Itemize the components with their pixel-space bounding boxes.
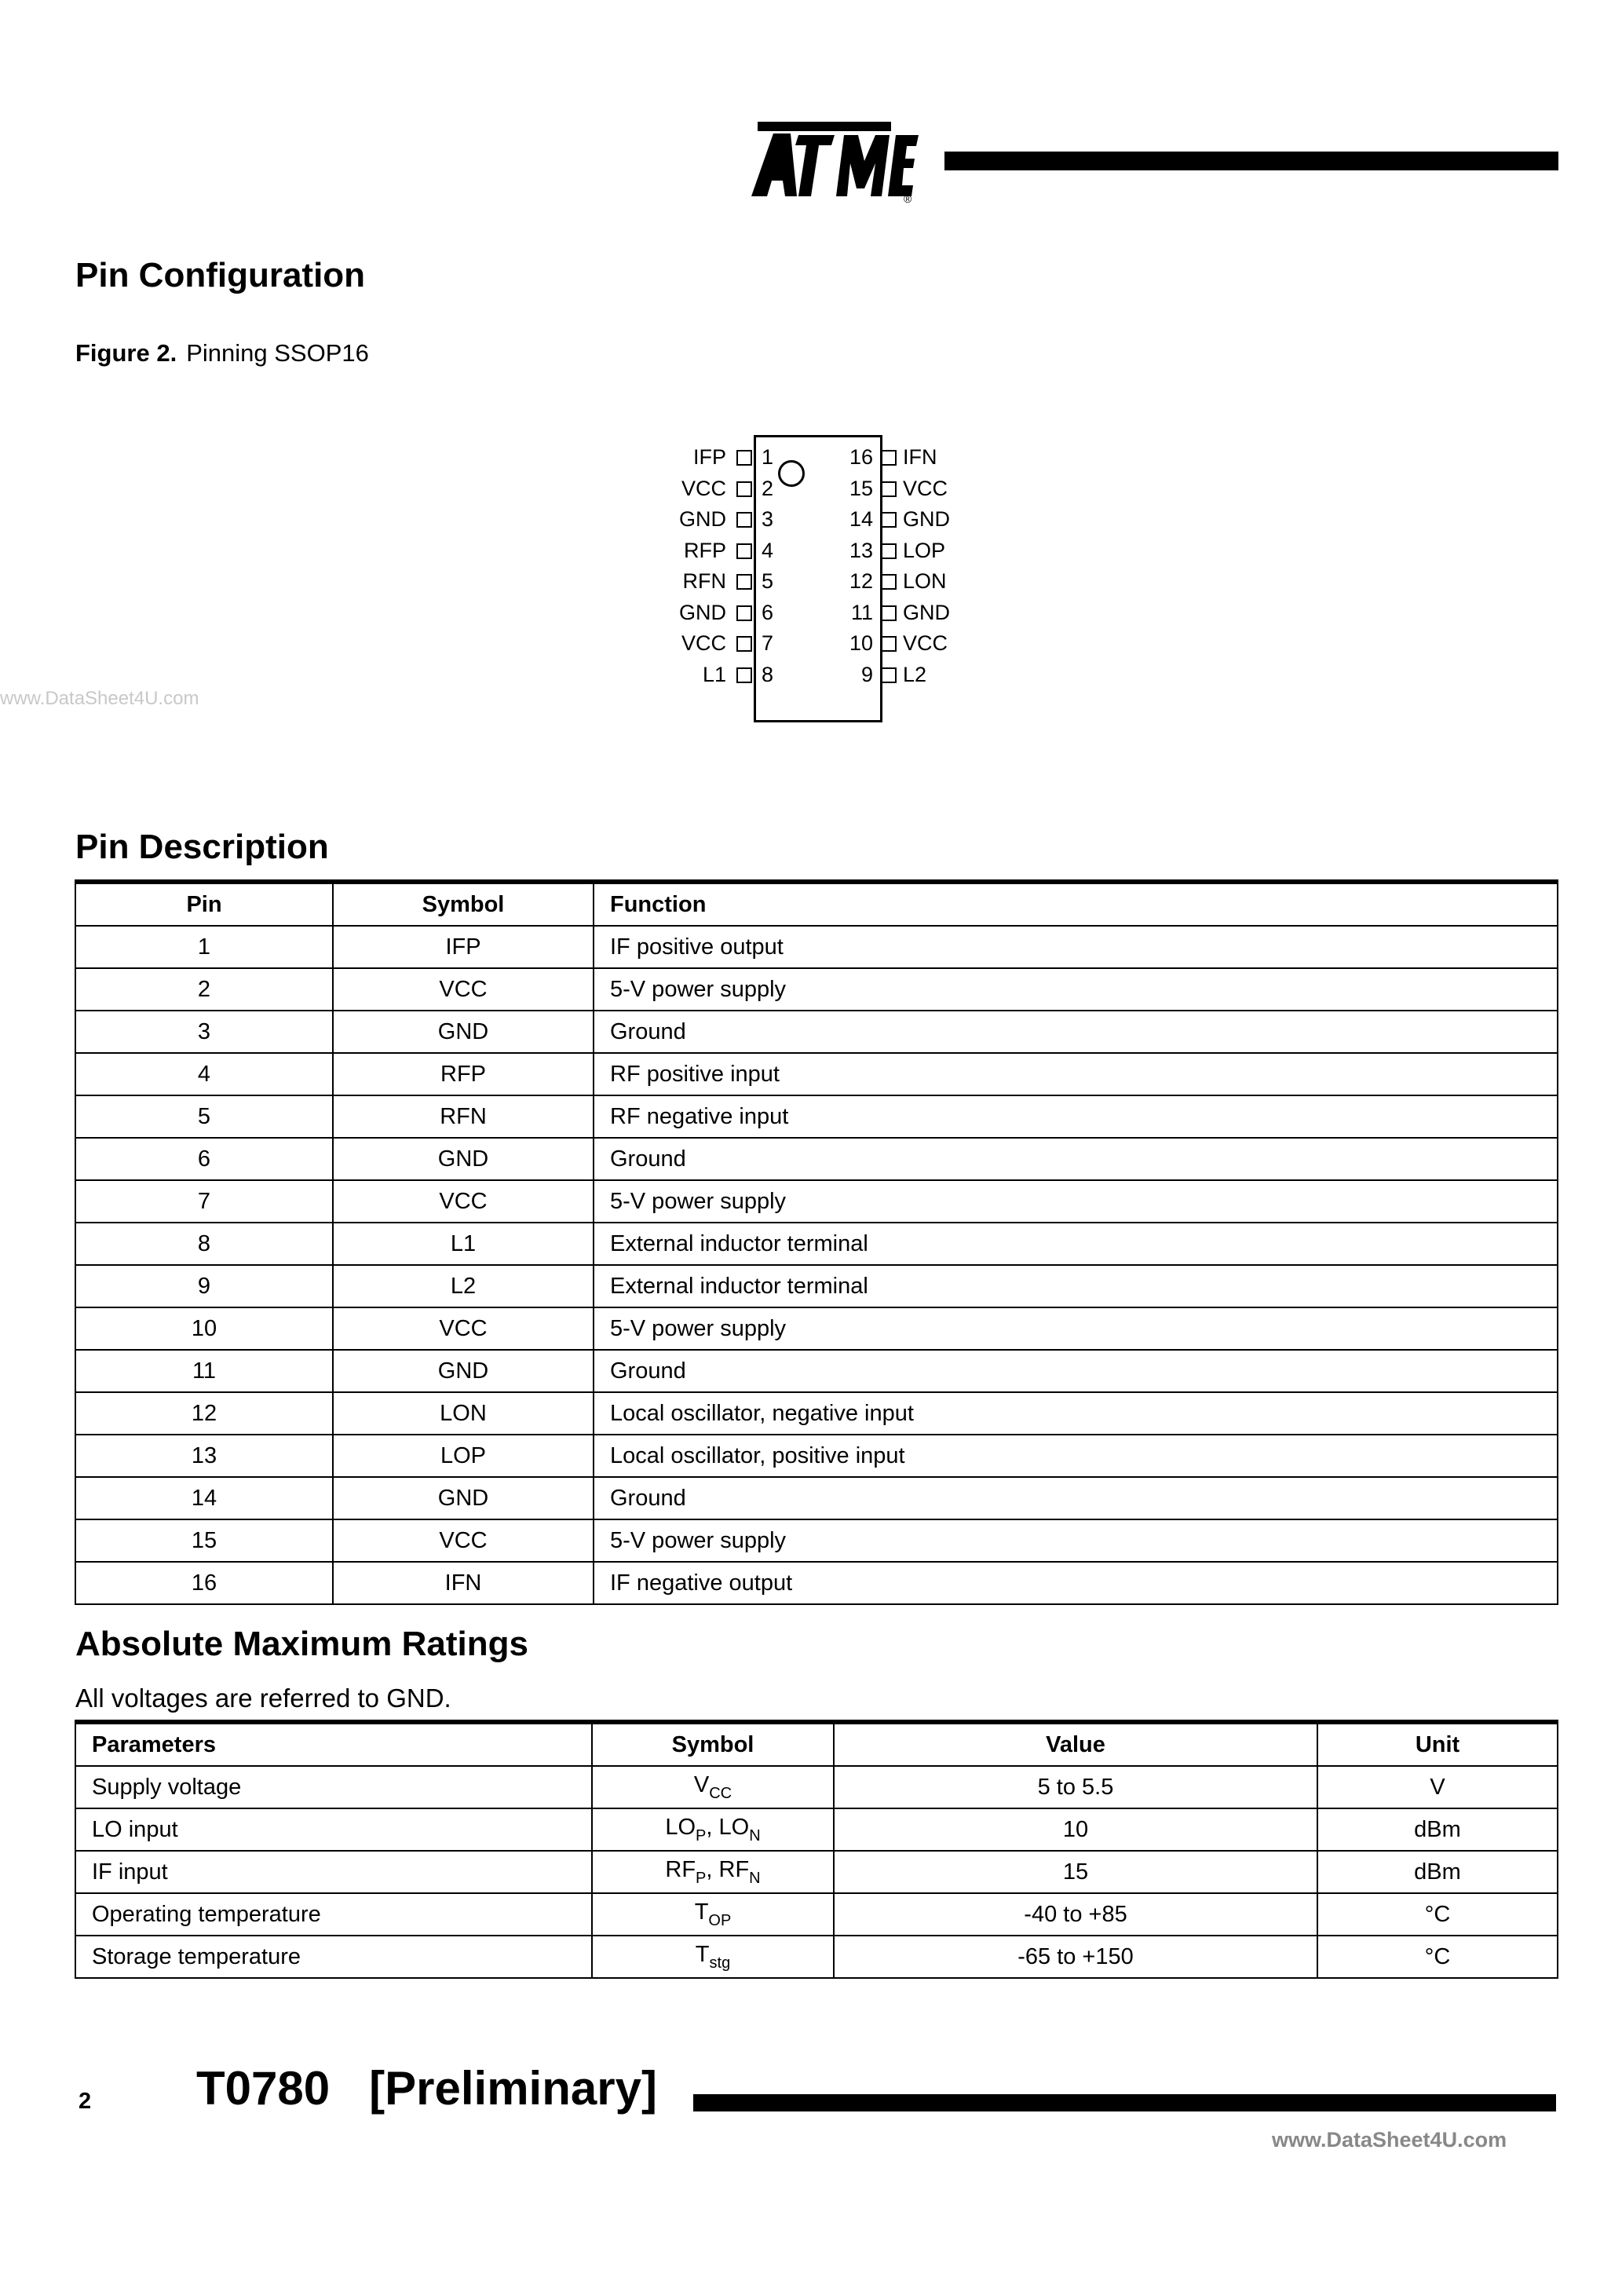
- cell-function: Ground: [594, 1477, 1558, 1519]
- table-row: [75, 1477, 1558, 1519]
- cell-function: Ground: [594, 1011, 1558, 1053]
- pin-number-right: 12: [849, 569, 873, 593]
- cell-pin: 3: [75, 1011, 333, 1053]
- cell-symbol: [592, 1808, 834, 1851]
- atmel-logo: [750, 118, 922, 204]
- header-symbol: Symbol: [592, 1722, 834, 1766]
- cell-parameter: Supply voltage: [75, 1766, 592, 1808]
- pin-name-right: LON: [903, 569, 947, 593]
- figure-label: Figure 2.: [75, 339, 177, 367]
- cell-unit: dBm: [1317, 1808, 1558, 1851]
- symbol-subscript: N: [749, 1869, 761, 1887]
- pin-number-left: 7: [762, 631, 774, 655]
- symbol-text: , RF: [706, 1856, 750, 1882]
- page-number: 2: [79, 2089, 92, 2114]
- cell-pin: 12: [75, 1392, 333, 1435]
- pin-name-right: GND: [903, 507, 950, 531]
- cell-pin: 1: [75, 926, 333, 968]
- cell-parameter: IF input: [75, 1851, 592, 1893]
- cell-symbol: GND: [333, 1138, 594, 1180]
- table-row: [75, 1851, 1558, 1893]
- section-title-pin-description: Pin Description: [75, 828, 329, 866]
- header-value: Value: [834, 1722, 1317, 1766]
- pin-number-right: 14: [849, 507, 873, 531]
- table-row: [75, 1893, 1558, 1936]
- cell-pin: 10: [75, 1307, 333, 1350]
- cell-function: 5-V power supply: [594, 1307, 1558, 1350]
- pin-pad-right: [881, 574, 897, 590]
- pin-name-left: RFP: [684, 538, 726, 562]
- ic-package-diagram: [659, 432, 974, 730]
- table-row: [75, 1265, 1558, 1307]
- symbol-text: T: [694, 1899, 709, 1925]
- cell-symbol: VCC: [333, 968, 594, 1011]
- pin-pad-right: [881, 636, 897, 652]
- cell-symbol: IFP: [333, 926, 594, 968]
- cell-symbol: L1: [333, 1223, 594, 1265]
- header-rule: [944, 152, 1558, 170]
- pin-description-table: [75, 879, 1558, 1605]
- pin-name-right: LOP: [903, 538, 946, 562]
- cell-pin: 8: [75, 1223, 333, 1265]
- cell-unit: dBm: [1317, 1851, 1558, 1893]
- pin-pad-left: [736, 543, 752, 559]
- cell-function: RF positive input: [594, 1053, 1558, 1095]
- pin-pad-right: [881, 605, 897, 621]
- cell-value: 5 to 5.5: [834, 1766, 1317, 1808]
- pin-pad-right: [881, 667, 897, 683]
- table-row: [75, 1350, 1558, 1392]
- cell-value: 10: [834, 1808, 1317, 1851]
- pin-name-left: VCC: [681, 631, 726, 655]
- cell-function: Ground: [594, 1350, 1558, 1392]
- cell-pin: 6: [75, 1138, 333, 1180]
- table-row: [75, 1519, 1558, 1562]
- cell-value: 15: [834, 1851, 1317, 1893]
- cell-symbol: [592, 1936, 834, 1978]
- cell-symbol: RFN: [333, 1095, 594, 1138]
- symbol-text: LO: [665, 1814, 696, 1840]
- pin-name-right: IFN: [903, 445, 937, 469]
- pin-name-right: GND: [903, 600, 950, 624]
- cell-symbol: [592, 1851, 834, 1893]
- pin-number-right: 11: [850, 600, 873, 624]
- cell-pin: 2: [75, 968, 333, 1011]
- table-row: [75, 968, 1558, 1011]
- pin-name-left: L1: [702, 662, 726, 686]
- table-row: [75, 1936, 1558, 1978]
- pin-name-right: L2: [903, 662, 927, 686]
- cell-symbol: GND: [333, 1350, 594, 1392]
- table-row: [75, 1011, 1558, 1053]
- cell-function: External inductor terminal: [594, 1265, 1558, 1307]
- cell-value: -40 to +85: [834, 1893, 1317, 1936]
- pin-name-left: VCC: [681, 476, 726, 500]
- symbol-subscript: N: [749, 1826, 761, 1844]
- cell-unit: V: [1317, 1766, 1558, 1808]
- table-row: [75, 1223, 1558, 1265]
- table-row: [75, 1095, 1558, 1138]
- cell-symbol: LON: [333, 1392, 594, 1435]
- cell-function: External inductor terminal: [594, 1223, 1558, 1265]
- cell-symbol: [592, 1766, 834, 1808]
- pin-pad-right: [881, 543, 897, 559]
- pin-name-right: VCC: [903, 476, 948, 500]
- header-unit: Unit: [1317, 1722, 1558, 1766]
- pin-number-left: 5: [762, 569, 774, 593]
- cell-parameter: Operating temperature: [75, 1893, 592, 1936]
- pin-number-left: 8: [762, 662, 774, 686]
- pin-name-left: GND: [679, 600, 726, 624]
- table-row: [75, 1562, 1558, 1604]
- symbol-text: V: [693, 1771, 710, 1797]
- cell-function: 5-V power supply: [594, 1519, 1558, 1562]
- cell-unit: °C: [1317, 1936, 1558, 1978]
- pin-name-left: RFN: [682, 569, 726, 593]
- header-symbol: Symbol: [333, 882, 594, 926]
- header-parameters: Parameters: [75, 1722, 592, 1766]
- pin-pad-left: [736, 512, 752, 528]
- table-row: [75, 1180, 1558, 1223]
- cell-function: 5-V power supply: [594, 968, 1558, 1011]
- cell-pin: 11: [75, 1350, 333, 1392]
- cell-symbol: VCC: [333, 1180, 594, 1223]
- symbol-text: RF: [665, 1856, 696, 1882]
- figure-caption: [75, 339, 369, 367]
- pin-number-right: 16: [849, 445, 873, 469]
- cell-pin: 16: [75, 1562, 333, 1604]
- registered-mark: ®: [904, 192, 912, 204]
- pin-name-right: VCC: [903, 631, 948, 655]
- cell-pin: 9: [75, 1265, 333, 1307]
- cell-pin: 5: [75, 1095, 333, 1138]
- symbol-text: , LO: [706, 1814, 750, 1840]
- pin-number-right: 9: [860, 662, 873, 686]
- section-title-absolute-maximum-ratings: Absolute Maximum Ratings: [75, 1625, 528, 1663]
- cell-symbol: [592, 1893, 834, 1936]
- pin-pad-left: [736, 636, 752, 652]
- cell-symbol: VCC: [333, 1307, 594, 1350]
- pin-number-left: 3: [762, 507, 774, 531]
- table-row: [75, 1766, 1558, 1808]
- pin-number-left: 2: [762, 476, 774, 500]
- table-row: [75, 1808, 1558, 1851]
- cell-function: IF negative output: [594, 1562, 1558, 1604]
- cell-pin: 14: [75, 1477, 333, 1519]
- pin-number-right: 13: [849, 538, 873, 562]
- figure-caption-text: Pinning SSOP16: [186, 339, 369, 367]
- cell-parameter: Storage temperature: [75, 1936, 592, 1978]
- section-title-pin-configuration: Pin Configuration: [75, 256, 366, 294]
- cell-symbol: RFP: [333, 1053, 594, 1095]
- ratings-table: [75, 1720, 1558, 1979]
- ratings-note: All voltages are referred to GND.: [75, 1684, 451, 1713]
- cell-function: Local oscillator, negative input: [594, 1392, 1558, 1435]
- symbol-subscript: stg: [709, 1954, 731, 1972]
- document-title: T0780 [Preliminary]: [196, 2062, 657, 2115]
- cell-function: Ground: [594, 1138, 1558, 1180]
- cell-symbol: GND: [333, 1011, 594, 1053]
- pin-number-right: 10: [849, 631, 873, 655]
- pin-pad-left: [736, 605, 752, 621]
- watermark-left: www.DataSheet4U.com: [0, 688, 199, 709]
- pin-name-left: GND: [679, 507, 726, 531]
- pin-number-left: 1: [762, 445, 774, 469]
- pin-pad-right: [881, 512, 897, 528]
- table-row: [75, 1392, 1558, 1435]
- symbol-subscript: CC: [709, 1784, 732, 1802]
- cell-unit: °C: [1317, 1893, 1558, 1936]
- pin-name-left: IFP: [692, 445, 726, 469]
- pin-pad-left: [736, 481, 752, 497]
- cell-value: -65 to +150: [834, 1936, 1317, 1978]
- cell-function: IF positive output: [594, 926, 1558, 968]
- header-function: Function: [594, 882, 1558, 926]
- pin-pad-right: [881, 481, 897, 497]
- cell-pin: 4: [75, 1053, 333, 1095]
- cell-symbol: GND: [333, 1477, 594, 1519]
- cell-pin: 15: [75, 1519, 333, 1562]
- table-row: [75, 1053, 1558, 1095]
- cell-function: Local oscillator, positive input: [594, 1435, 1558, 1477]
- table-row: [75, 1138, 1558, 1180]
- pin-pad-left: [736, 574, 752, 590]
- header-pin: Pin: [75, 882, 333, 926]
- table-row: [75, 1435, 1558, 1477]
- table-row: [75, 926, 1558, 968]
- table-row: [75, 1307, 1558, 1350]
- cell-pin: 7: [75, 1180, 333, 1223]
- symbol-subscript: OP: [708, 1911, 732, 1929]
- cell-symbol: IFN: [333, 1562, 594, 1604]
- pin-pad-left: [736, 450, 752, 466]
- cell-symbol: VCC: [333, 1519, 594, 1562]
- pin-number-right: 15: [849, 476, 873, 500]
- pin-number-left: 6: [762, 600, 774, 624]
- ratings-table-header-row: [75, 1722, 1558, 1766]
- symbol-subscript: P: [696, 1826, 707, 1844]
- pin-pad-left: [736, 667, 752, 683]
- footer-rule: [693, 2094, 1556, 2111]
- cell-symbol: LOP: [333, 1435, 594, 1477]
- cell-function: 5-V power supply: [594, 1180, 1558, 1223]
- cell-pin: 13: [75, 1435, 333, 1477]
- cell-function: RF negative input: [594, 1095, 1558, 1138]
- pin-pad-right: [881, 450, 897, 466]
- cell-symbol: L2: [333, 1265, 594, 1307]
- cell-parameter: LO input: [75, 1808, 592, 1851]
- symbol-subscript: P: [696, 1869, 707, 1887]
- pin1-marker: [778, 460, 805, 487]
- pin-table-header-row: [75, 882, 1558, 926]
- symbol-text: T: [695, 1941, 710, 1967]
- pin-number-left: 4: [762, 538, 774, 562]
- footer-watermark: www.DataSheet4U.com: [1272, 2128, 1507, 2152]
